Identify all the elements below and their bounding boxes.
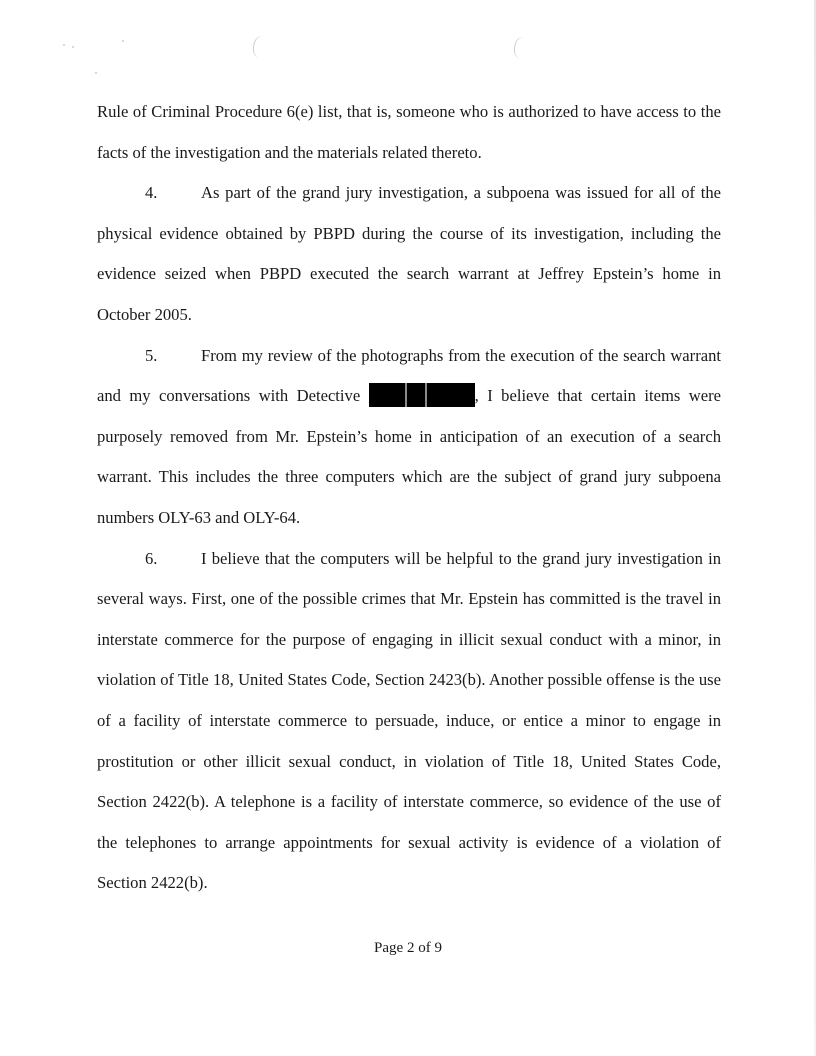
paragraph-5 [97,336,721,539]
redaction-block [369,383,475,407]
scan-artifact-dot [72,46,74,48]
paragraph-number: 6. [145,548,158,568]
paragraph-6 [97,539,721,904]
scan-artifact-mark [252,35,270,59]
scan-artifact-dot [95,72,97,74]
paragraph-number: 4. [145,183,158,203]
document-body [97,92,721,904]
scan-artifact-mark [513,36,531,60]
paragraph-text: As part of the grand jury investigation, a subpoena was issued for all of the physical evidence obtained by PBPD during the course of its investigation, including the evidence seized when PBPD executed the search warrant at Jeffrey Epstein’s home in October 2005. [97,183,721,324]
page-number-footer: Page 2 of 9 [374,940,442,956]
paragraph-4 [97,173,721,335]
paragraph-text: , I believe that certain items were purposely removed from Mr. Epstein’s home in anticipation of an execution of a search warrant. This includes the three computers which are the subject of grand jury subpoena numbers OLY-63 and OLY-64. [97,386,722,527]
paragraph-text: I believe that the computers will be helpful to the grand jury investigation in several ways. First, one of the possible crimes that Mr. Epstein has committed is the travel in interstate commerce for the purpose of engaging in illicit sexual conduct with a minor, in violation of Title 18, United States Code, Section 2423(b). Another possible offense is the use of a facility of interstate commerce to persuade, induce, or entice a minor to engage in prostitution or other illicit sexual conduct, in violation of Title 18, United States Code, Section 2422(b). A telephone is a facility of interstate commerce, so evidence of the use of the telephones to arrange appointments for sexual activity is evidence of a violation of Section 2422(b). [97,548,721,893]
scan-artifact-dot [63,44,65,46]
paragraph-number: 5. [145,345,158,365]
paragraph-text: From my review of the photographs from the execution of the search warrant and my conversations with Detective [97,345,721,406]
scan-artifact-dot [122,40,124,42]
continuation-paragraph: Rule of Criminal Procedure 6(e) list, that is, someone who is authorized to have access to the facts of the investigation and the materials related thereto. [97,102,721,162]
